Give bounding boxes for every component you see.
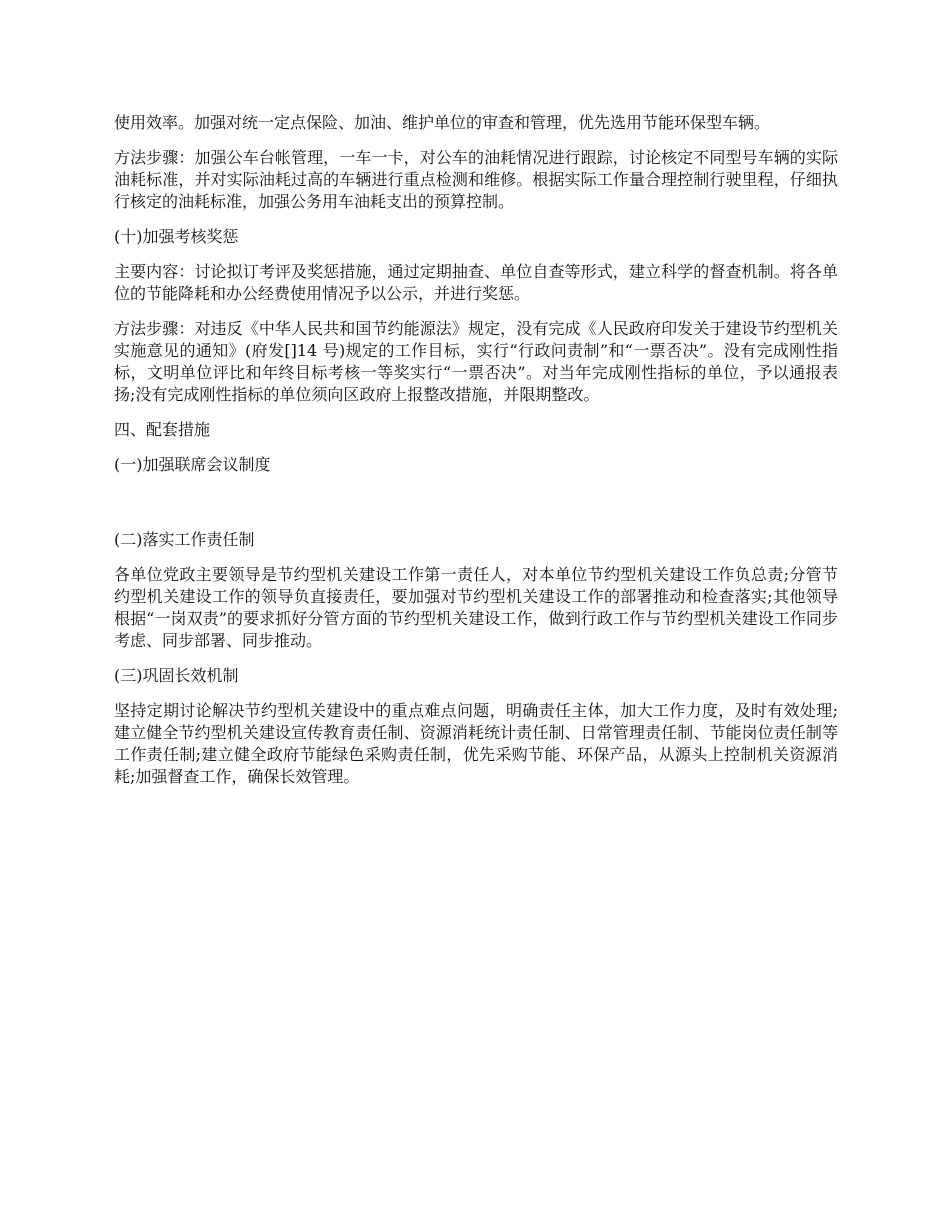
paragraph-long-term-content: 坚持定期讨论解决节约型机关建设中的重点难点问题，明确责任主体，加大工作力度，及时有效处理;建立健全节约型机关建设宣传教育责任制、资源消耗统计责任制、日常管理责任制、节能岗位责任制等工作责任制;建立健全政府节能绿色采购责任制，优先采购节能、环保产品，从源头上控制机关资源消耗;加强督查工作，确保长效管理。 <box>114 701 838 786</box>
paragraph-vehicle-efficiency: 使用效率。加强对统一定点保险、加油、维护单位的审查和管理，优先选用节能环保型车辆。 <box>114 113 771 132</box>
document-page <box>114 112 838 801</box>
heading-joint-meeting: (一)加强联席会议制度 <box>114 455 271 474</box>
paragraph-responsibility-content: 各单位党政主要领导是节约型机关建设工作第一责任人，对本单位节约型机关建设工作负总责;分管节约型机关建设工作的领导负直接责任，要加强对节约型机关建设工作的部署推动和检查落实;其他领导根据“一岗双责”的要求抓好分管方面的节约型机关建设工作，做到行政工作与节约型机关建设工作同步考虑、同步部署、同步推动。 <box>114 565 838 650</box>
blank-space <box>114 489 838 529</box>
paragraph-assessment-method: 方法步骤：对违反《中华人民共和国节约能源法》规定，没有完成《人民政府印发关于建设节约型机关实施意见的通知》(府发[]14 号)规定的工作目标，实行“行政问责制”和“一票否决”。没有完成刚性指标，文明单位评比和年终目标考核一等奖实行“一票否决”。对当年完成刚性指标的单位，予以通报表扬;没有完成刚性指标的单位须向区政府上报整改措施，并限期整改。 <box>114 319 838 404</box>
heading-assessment-rewards: (十)加强考核奖惩 <box>114 227 239 246</box>
heading-long-term-mechanism: (三)巩固长效机制 <box>114 666 239 685</box>
paragraph-vehicle-method: 方法步骤：加强公车台帐管理，一车一卡，对公车的油耗情况进行跟踪，讨论核定不同型号车辆的实际油耗标准，并对实际油耗过高的车辆进行重点检测和维修。根据实际工作量合理控制行驶里程，仔细执行核定的油耗标准，加强公务用车油耗支出的预算控制。 <box>114 148 838 211</box>
paragraph-assessment-content: 主要内容：讨论拟订考评及奖惩措施，通过定期抽查、单位自查等形式，建立科学的督查机制。将各单位的节能降耗和办公经费使用情况予以公示，并进行奖惩。 <box>114 262 838 303</box>
heading-responsibility-system: (二)落实工作责任制 <box>114 530 255 549</box>
heading-supporting-measures: 四、配套措施 <box>114 420 211 439</box>
